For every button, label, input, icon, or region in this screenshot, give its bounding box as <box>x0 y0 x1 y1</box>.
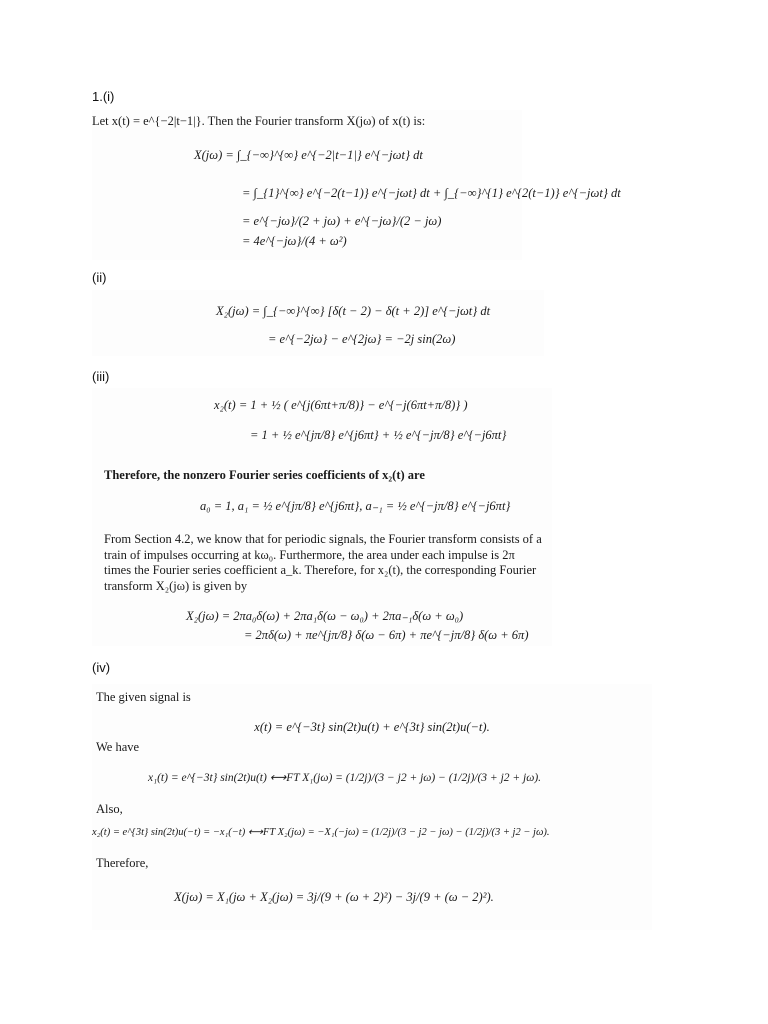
part-iii-therefore: Therefore, the nonzero Fourier series coefficients of x₂(t) are <box>104 468 425 482</box>
scan-part-i <box>92 110 621 260</box>
part-i-line1: X(jω) = ∫_{−∞}^{∞} e^{−2|t−1|} e^{−jωt} dt <box>194 148 423 162</box>
part-label-iii: (iii) <box>92 369 110 384</box>
part-label-ii: (ii) <box>92 270 107 285</box>
part-iii-result2: = 2πδ(ω) + πe^{jπ/8} δ(ω − 6π) + πe^{−jπ/8} δ(ω + 6π) <box>244 628 529 642</box>
part-iv-also: Also, <box>96 802 123 816</box>
part-i-line4: = 4e^{−jω}/(4 + ω²) <box>242 234 347 248</box>
part-i-line2: = ∫_{1}^{∞} e^{−2(t−1)} e^{−jωt} dt + ∫_{−∞}^{1} e^{2(t−1)} e^{−jωt} dt <box>242 186 621 200</box>
part-iv-x2: x₂(t) = e^{3t} sin(2t)u(−t) = −x₁(−t) ⟷FT X₂(jω) = −X₁(−jω) = (1/2j)/(3 − j2 − jω) − (1/2j)/(3 + j2 − jω). <box>92 827 550 838</box>
part-iv-wehave: We have <box>96 740 140 754</box>
scan-part-ii <box>92 290 544 356</box>
part-iii-result1: X₂(jω) = 2πa₀δ(ω) + 2πa₁δ(ω − ω₀) + 2πa₋₁δ(ω + ω₀) <box>186 609 464 623</box>
scan-part-iii <box>92 388 552 646</box>
part-i-intro: Let x(t) = e^{−2|t−1|}. Then the Fourier transform X(jω) of x(t) is: <box>92 114 426 128</box>
part-iii-paragraph: From Section 4.2, we know that for periodic signals, the Fourier transform consists of a train of impulses occurring at kω₀. Furthermore, the area under each impulse is 2π times the Fourier series coefficient a_k. Therefore, for x₂(t), the corresponding Fourier transform X₂(jω) is given by <box>104 532 542 593</box>
part-iv-result: X(jω) = X₁(jω + X₂(jω) = 3j/(9 + (ω + 2)²) − 3j/(9 + (ω − 2)²). <box>174 890 494 904</box>
scan-part-iv <box>92 684 652 930</box>
part-iii-coefficients: a₀ = 1, a₁ = ½ e^{jπ/8} e^{j6πt}, a₋₁ = ½ e^{−jπ/8} e^{−j6πt} <box>200 499 511 513</box>
part-iv-signal: x(t) = e^{−3t} sin(2t)u(t) + e^{3t} sin(2t)u(−t). <box>254 720 490 734</box>
part-ii-line2: = e^{−2jω} − e^{2jω} = −2j sin(2ω) <box>268 332 456 346</box>
part-i-line3: = e^{−jω}/(2 + jω) + e^{−jω}/(2 − jω) <box>242 214 442 228</box>
part-iii-line2: = 1 + ½ e^{jπ/8} e^{j6πt} + ½ e^{−jπ/8} e^{−j6πt} <box>250 428 507 442</box>
part-label-i: 1.(i) <box>92 89 115 104</box>
part-iv-x1: x₁(t) = e^{−3t} sin(2t)u(t) ⟷FT X₁(jω) = (1/2j)/(3 − j2 + jω) − (1/2j)/(3 + j2 + jω). <box>148 772 542 784</box>
part-ii-line1: X₂(jω) = ∫_{−∞}^{∞} [δ(t − 2) − δ(t + 2)] e^{−jωt} dt <box>216 304 491 318</box>
part-iv-given: The given signal is <box>96 690 191 704</box>
part-iii-line1: x₂(t) = 1 + ½ ( e^{j(6πt+π/8)} − e^{−j(6πt+π/8)} ) <box>214 398 468 412</box>
part-iv-therefore: Therefore, <box>96 856 149 870</box>
part-label-iv: (iv) <box>92 660 111 675</box>
